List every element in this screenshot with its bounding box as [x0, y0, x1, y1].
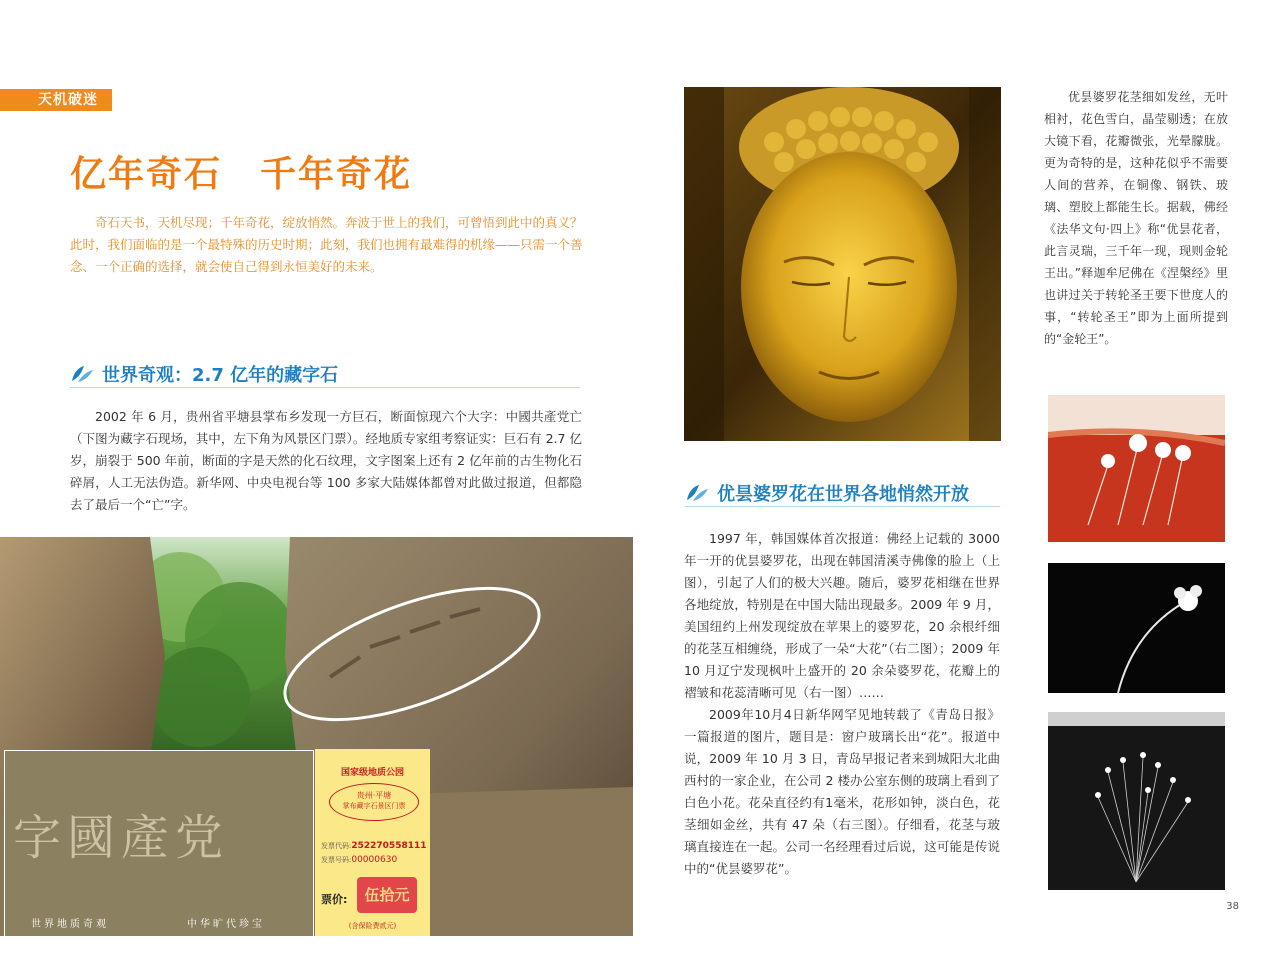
section2-body [684, 528, 1000, 880]
ticket-number [321, 855, 397, 865]
section1-rule [70, 387, 580, 388]
inset-stone-characters: 字國產党 [13, 810, 230, 866]
section2-rule [685, 506, 1000, 507]
inset-stone-photo [4, 750, 314, 936]
section2-paragraph-1: 1997 年，韩国媒体首次报道：佛经上记载的 3000 年一开的优昙婆罗花，出现在韩国清溪寺佛像的脸上（上图），引起了人们的极大兴趣。随后，婆罗花相继在世界各地绽放，特别是在中国大陆出现最多。2009 年 9 月，美国纽约上州发现绽放在苹果上的婆罗花，20 余根纤细的花茎互相缠绕，形成了一朵“大花”（右二图）；2009 年 10 月辽宁发现枫叶上盛开的 20 余朵婆罗花，花瓣上的褶皱和花蕊清晰可见（右一图）…… [684, 531, 1000, 700]
section1-body [70, 406, 582, 516]
ticket-stamp [329, 783, 419, 821]
flower-photo-1 [1048, 395, 1225, 542]
flower-photo-1-graphic [1048, 395, 1225, 542]
section2-heading-text: 优昙婆罗花在世界各地悄然开放 [717, 484, 969, 505]
section1-heading-text: 世界奇观：2.7 亿年的藏字石 [102, 365, 339, 386]
section-tag: 天机破迷 [0, 89, 112, 111]
buddha-photo-graphic [684, 87, 1001, 441]
buddha-photo [684, 87, 1001, 441]
section1-paragraph: 2002 年 6 月，贵州省平塘县掌布乡发现一方巨石，断面惊现六个大字：中國共產党亡（下图为藏字石现场，其中，左下角为风景区门票）。经地质专家组考察证实：巨石有 2.7 亿岁，崩裂于 500 年前，断面的字是天然的化石纹理，文字图案上还有 2 亿年前的古生物化石碎屑，人工无法伪造。新华网、中央电视台等 100 多家大陆媒体都曾对此做过报道，但都隐去了最后一个“亡”字。 [70, 409, 582, 512]
section2-heading [685, 480, 969, 506]
inset-caption-right: 中华旷代珍宝 [187, 919, 265, 930]
right-top-paragraph: 优昙婆罗花茎细如发丝，无叶相衬，花色雪白，晶莹剔透；在放大镜下看，花瓣微张，光晕朦胧。更为奇特的是，这种花似乎不需要人间的营养，在铜像、钢铁、玻璃、塑胶上都能生长。据载，佛经《法华文句·四上》称“优昙花者，此言灵瑞，三千年一现，现则金轮王出。”释迦牟尼佛在《涅槃经》里也讲过关于转轮圣王要下世度人的事，“转轮圣王”即为上面所提到的“金轮王”。 [1044, 90, 1228, 346]
ticket-number-code: 00000630 [351, 855, 398, 865]
flower-photo-2 [1048, 563, 1225, 693]
ticket-serial [321, 841, 427, 851]
page-title: 亿年奇石 千年奇花 [70, 154, 413, 195]
section1-heading [70, 361, 338, 387]
ticket-stamp-line2: 掌布藏字石景区门票 [342, 802, 406, 810]
ticket-stamp-line1: 贵州·平塘 [356, 791, 392, 800]
ticket-price-label: 票价: [321, 893, 348, 906]
inset-caption-left: 世界地质奇观 [31, 919, 109, 930]
flower-photo-3-graphic [1048, 712, 1225, 890]
stone-photo [0, 537, 633, 936]
ticket-number-label: 发票号码: [321, 856, 352, 864]
leaf-icon [685, 484, 709, 502]
ticket-price-value: 伍拾元 [357, 877, 417, 913]
ticket-header: 国家级地质公园 [340, 768, 404, 778]
section2-paragraph-2: 2009年10月4日新华网罕见地转载了《青岛日报》一篇报道的图片，题目是：窗户玻璃长出“花”。报道中说，2009 年 10 月 3 日，青岛早报记者来到城阳大北曲西村的一家企业，在公司 2 楼办公室东侧的玻璃上看到了白色小花。花朵直径约有1毫米，花形如钟，淡白色，花茎细如金丝，共有 47 朵（右三图）。仔细看，花茎与玻璃直接连在一起。公司一名经理看过后说，这可能是传说中的“优昙婆罗花”。 [684, 707, 1000, 876]
ticket-note: (含保险费贰元) [348, 922, 397, 930]
flower-photo-3 [1048, 712, 1225, 890]
page-number: 38 [1226, 901, 1239, 912]
ticket-serial-label: 发票代码: [321, 842, 352, 850]
intro-paragraph: 奇石天书，天机尽现；千年奇花，绽放悄然。奔波于世上的我们，可曾悟到此中的真义？此时，我们面临的是一个最特殊的历史时期；此刻，我们也拥有最难得的机缘——只需一个善念、一个正确的选择，就会使自己得到永恒美好的未来。 [70, 215, 583, 274]
leaf-icon [70, 365, 94, 383]
right-top-text [1044, 86, 1228, 350]
flower-photo-2-graphic [1048, 563, 1225, 693]
park-ticket [315, 749, 430, 936]
ticket-serial-code: 252270558111 [351, 841, 427, 851]
